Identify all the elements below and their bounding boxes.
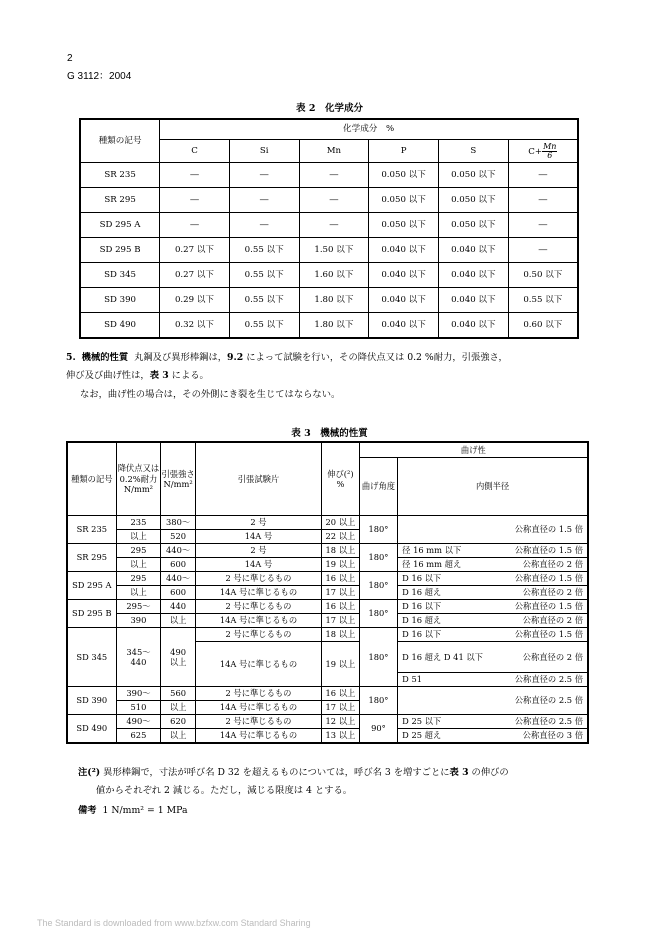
tensile-line: 以上 bbox=[169, 657, 187, 667]
specimen-cell: 14A 号に準じるもの bbox=[195, 614, 321, 628]
radius-cell: 公称直径の 1.5 倍 bbox=[509, 628, 588, 642]
elong-cell: 18 以上 bbox=[322, 544, 360, 558]
yield-line: 440 bbox=[130, 657, 147, 667]
kind-cell: SD 390 bbox=[67, 687, 116, 715]
specimen-cell: 14A 号に準じるもの bbox=[195, 729, 321, 744]
section5-text: 伸び及び曲げ性は， bbox=[66, 370, 150, 381]
value-cell: ― bbox=[229, 163, 299, 188]
chemical-composition-table bbox=[79, 118, 579, 339]
table-row bbox=[80, 213, 578, 238]
value-cell: 0.050 以下 bbox=[369, 188, 439, 213]
download-footer: The Standard is downloaded from www.bzfxw.com Standard Sharing bbox=[37, 918, 311, 928]
radius-cond-cell: D 51 bbox=[398, 673, 510, 687]
kind-cell: SD 490 bbox=[67, 715, 116, 744]
elong-cell: 19 以上 bbox=[322, 558, 360, 572]
value-cell: 0.60 以下 bbox=[508, 313, 578, 339]
radius-cell: 公称直径の 2 倍 bbox=[509, 614, 588, 628]
tensile-cell: 600 bbox=[161, 558, 196, 572]
table-row bbox=[80, 188, 578, 213]
section5-ref: 9.2 bbox=[227, 352, 244, 363]
section5-text: によって試験を行い，その降伏点又は 0.2 %耐力，引張強さ， bbox=[243, 352, 508, 363]
elong-cell: 13 以上 bbox=[322, 729, 360, 744]
specimen-cell: 14A 号に準じるもの bbox=[195, 642, 321, 687]
value-cell: 0.050 以下 bbox=[369, 213, 439, 238]
specimen-cell: 2 号に準じるもの bbox=[195, 572, 321, 586]
value-cell: ― bbox=[160, 163, 230, 188]
kind-cell: SR 295 bbox=[67, 544, 116, 572]
value-cell: ― bbox=[299, 213, 369, 238]
radius-cond-cell: D 25 超え bbox=[398, 729, 510, 744]
radius-cond-cell: D 16 以下 bbox=[398, 628, 510, 642]
value-cell: 0.050 以下 bbox=[369, 163, 439, 188]
col-group-header: 化学成分 % bbox=[160, 119, 578, 140]
elong-cell: 16 以上 bbox=[322, 600, 360, 614]
h-specimen: 引張試験片 bbox=[195, 442, 321, 516]
elong-cell: 16 以上 bbox=[322, 572, 360, 586]
h-angle: 曲げ角度 bbox=[359, 458, 397, 516]
kind-cell: SD 345 bbox=[80, 263, 160, 288]
section5-text: による。 bbox=[168, 370, 209, 381]
table3-caption: 表 3 機械的性質 bbox=[291, 428, 368, 439]
yield-cell: 510 bbox=[116, 701, 161, 715]
value-cell: ― bbox=[299, 188, 369, 213]
yield-cell: 295～ bbox=[116, 600, 161, 614]
specimen-cell: 2 号に準じるもの bbox=[195, 600, 321, 614]
radius-cell: 公称直径の 2.5 倍 bbox=[509, 715, 588, 729]
yield-cell: 625 bbox=[116, 729, 161, 744]
section5-ref: 表 3 bbox=[149, 370, 169, 381]
elong-cell: 17 以上 bbox=[322, 701, 360, 715]
h-tensile: 引張強さN/mm² bbox=[161, 442, 196, 516]
kind-cell: SD 490 bbox=[80, 313, 160, 339]
radius-cond-cell: 径 16 mm 以下 bbox=[398, 544, 510, 558]
note-text: の伸びの bbox=[468, 767, 509, 778]
col-kind-header: 種類の記号 bbox=[80, 119, 160, 163]
col-header: Mn bbox=[299, 140, 369, 163]
value-cell: 0.050 以下 bbox=[438, 213, 508, 238]
value-cell: 0.27 以下 bbox=[160, 263, 230, 288]
value-cell: 0.040 以下 bbox=[438, 263, 508, 288]
tensile-line: 490 bbox=[170, 646, 187, 657]
col-header-ceq bbox=[508, 140, 578, 163]
value-cell: 0.040 以下 bbox=[438, 238, 508, 263]
tensile-cell: 440～ bbox=[161, 572, 196, 586]
radius-cond-cell: D 16 以下 bbox=[398, 600, 510, 614]
table-row bbox=[80, 288, 578, 313]
note-line2: 値からそれぞれ 2 減じる。ただし，減じる限度は 4 とする。 bbox=[96, 785, 353, 796]
tensile-cell bbox=[161, 628, 196, 687]
section5-text: 丸鋼及び異形棒鋼は， bbox=[134, 352, 228, 363]
value-cell: 0.050 以下 bbox=[438, 188, 508, 213]
col-header: C bbox=[160, 140, 230, 163]
value-cell: ― bbox=[229, 213, 299, 238]
radius-cond-cell: D 25 以下 bbox=[398, 715, 510, 729]
value-cell: 0.29 以下 bbox=[160, 288, 230, 313]
table2-caption: 表 2 化学成分 bbox=[296, 103, 363, 114]
value-cell: 0.55 以下 bbox=[229, 238, 299, 263]
h-radius: 内側半径 bbox=[398, 458, 588, 516]
remark-label: 備考 bbox=[78, 805, 97, 816]
yield-cell: 295 bbox=[116, 544, 161, 558]
h-yield: 降伏点又は0.2%耐力N/mm² bbox=[116, 442, 161, 516]
angle-cell: 180° bbox=[359, 544, 397, 572]
value-cell: 1.60 以下 bbox=[299, 263, 369, 288]
ceq-prefix: C+ bbox=[528, 146, 543, 157]
kind-cell: SD 345 bbox=[67, 628, 116, 687]
value-cell: 0.040 以下 bbox=[369, 313, 439, 339]
tensile-cell: 以上 bbox=[161, 614, 196, 628]
mechanical-properties-table bbox=[66, 441, 589, 744]
yield-cell: 490～ bbox=[116, 715, 161, 729]
angle-cell: 180° bbox=[359, 600, 397, 628]
col-header: P bbox=[369, 140, 439, 163]
page-number: 2 bbox=[67, 53, 73, 64]
value-cell: ― bbox=[508, 213, 578, 238]
kind-cell: SD 295 A bbox=[67, 572, 116, 600]
yield-cell: 以上 bbox=[116, 586, 161, 600]
remark bbox=[78, 802, 188, 816]
table2-body bbox=[80, 163, 578, 339]
value-cell: ― bbox=[299, 163, 369, 188]
radius-cond-cell: D 16 超え D 41 以下 bbox=[398, 642, 510, 673]
elong-cell: 12 以上 bbox=[322, 715, 360, 729]
value-cell: ― bbox=[229, 188, 299, 213]
kind-cell: SR 295 bbox=[80, 188, 160, 213]
angle-cell: 90° bbox=[359, 715, 397, 744]
yield-cell: 295 bbox=[116, 572, 161, 586]
section5-line3: なお，曲げ性の場合は，その外側にき裂を生じてはならない。 bbox=[80, 389, 341, 400]
kind-cell: SD 295 B bbox=[67, 600, 116, 628]
specimen-cell: 14A 号 bbox=[195, 558, 321, 572]
section5-line1 bbox=[66, 349, 508, 363]
tensile-cell: 440 bbox=[161, 600, 196, 614]
elong-cell: 17 以上 bbox=[322, 614, 360, 628]
specimen-cell: 2 号に準じるもの bbox=[195, 687, 321, 701]
specimen-cell: 2 号に準じるもの bbox=[195, 628, 321, 642]
value-cell: ― bbox=[508, 163, 578, 188]
tensile-cell: 560 bbox=[161, 687, 196, 701]
table-row bbox=[80, 313, 578, 339]
radius-cell: 公称直径の 2.5 倍 bbox=[398, 687, 588, 715]
angle-cell: 180° bbox=[359, 572, 397, 600]
value-cell: 0.040 以下 bbox=[438, 288, 508, 313]
value-cell: ― bbox=[160, 213, 230, 238]
radius-cell: 公称直径の 2 倍 bbox=[509, 586, 588, 600]
table-row bbox=[80, 163, 578, 188]
ceq-fraction bbox=[542, 143, 557, 160]
value-cell: 0.32 以下 bbox=[160, 313, 230, 339]
yield-cell: 以上 bbox=[116, 558, 161, 572]
specimen-cell: 2 号 bbox=[195, 544, 321, 558]
value-cell: 0.040 以下 bbox=[369, 263, 439, 288]
tensile-cell: 440～ bbox=[161, 544, 196, 558]
remark-text: 1 N/mm² = 1 MPa bbox=[102, 805, 188, 816]
radius-cell: 公称直径の 1.5 倍 bbox=[398, 516, 588, 544]
kind-cell: SD 390 bbox=[80, 288, 160, 313]
specimen-cell: 14A 号に準じるもの bbox=[195, 701, 321, 715]
value-cell: 1.80 以下 bbox=[299, 313, 369, 339]
radius-cell: 公称直径の 2 倍 bbox=[509, 642, 588, 673]
specimen-cell: 2 号 bbox=[195, 516, 321, 530]
value-cell: ― bbox=[160, 188, 230, 213]
tensile-cell: 380～ bbox=[161, 516, 196, 530]
radius-cond-cell: 径 16 mm 超え bbox=[398, 558, 510, 572]
section5-title: 機械的性質 bbox=[81, 352, 129, 363]
yield-cell: 235 bbox=[116, 516, 161, 530]
specimen-cell: 2 号に準じるもの bbox=[195, 715, 321, 729]
h-elong: 伸び(²) % bbox=[322, 442, 360, 516]
specimen-cell: 14A 号に準じるもの bbox=[195, 586, 321, 600]
value-cell: 0.55 以下 bbox=[229, 263, 299, 288]
table-row bbox=[80, 238, 578, 263]
angle-cell: 180° bbox=[359, 687, 397, 715]
tensile-cell: 以上 bbox=[161, 729, 196, 744]
radius-cell: 公称直径の 3 倍 bbox=[509, 729, 588, 744]
h-kind: 種類の記号 bbox=[67, 442, 116, 516]
col-header: S bbox=[438, 140, 508, 163]
value-cell: 0.040 以下 bbox=[369, 288, 439, 313]
value-cell: 0.27 以下 bbox=[160, 238, 230, 263]
h-bend: 曲げ性 bbox=[359, 442, 588, 458]
section5-number: 5. bbox=[66, 352, 76, 363]
radius-cell: 公称直径の 2.5 倍 bbox=[509, 673, 588, 687]
elong-cell: 20 以上 bbox=[322, 516, 360, 530]
kind-cell: SD 295 B bbox=[80, 238, 160, 263]
value-cell: ― bbox=[508, 238, 578, 263]
ceq-den: 6 bbox=[547, 150, 553, 160]
tensile-cell: 600 bbox=[161, 586, 196, 600]
value-cell: 0.55 以下 bbox=[508, 288, 578, 313]
radius-cond-cell: D 16 以下 bbox=[398, 572, 510, 586]
elong-cell: 19 以上 bbox=[322, 642, 360, 687]
elong-cell: 17 以上 bbox=[322, 586, 360, 600]
value-cell: 0.040 以下 bbox=[438, 313, 508, 339]
standard-id: G 3112：2004 bbox=[67, 71, 132, 82]
radius-cell: 公称直径の 1.5 倍 bbox=[509, 572, 588, 586]
kind-cell: SR 235 bbox=[80, 163, 160, 188]
value-cell: 0.040 以下 bbox=[369, 238, 439, 263]
tensile-cell: 520 bbox=[161, 530, 196, 544]
angle-cell: 180° bbox=[359, 516, 397, 544]
kind-cell: SR 235 bbox=[67, 516, 116, 544]
angle-cell: 180° bbox=[359, 628, 397, 687]
specimen-cell: 14A 号 bbox=[195, 530, 321, 544]
yield-cell: 390 bbox=[116, 614, 161, 628]
ceq-num: Mn bbox=[543, 141, 557, 151]
radius-cell: 公称直径の 1.5 倍 bbox=[509, 544, 588, 558]
radius-cell: 公称直径の 1.5 倍 bbox=[509, 600, 588, 614]
note-line1 bbox=[78, 764, 509, 778]
yield-line: 345～ bbox=[126, 646, 151, 657]
note-ref: 表 3 bbox=[449, 767, 469, 778]
value-cell: 1.80 以下 bbox=[299, 288, 369, 313]
kind-cell: SD 295 A bbox=[80, 213, 160, 238]
value-cell: ― bbox=[508, 188, 578, 213]
table-row bbox=[80, 263, 578, 288]
note-text: 異形棒鋼で，寸法が呼び名 D 32 を超えるものについては，呼び名 3 を増すごとに bbox=[103, 767, 450, 778]
tensile-cell: 620 bbox=[161, 715, 196, 729]
radius-cond-cell: D 16 超え bbox=[398, 614, 510, 628]
elong-cell: 18 以上 bbox=[322, 628, 360, 642]
radius-cond-cell: D 16 超え bbox=[398, 586, 510, 600]
note-label: 注(²) bbox=[78, 767, 101, 778]
value-cell: 1.50 以下 bbox=[299, 238, 369, 263]
elong-cell: 22 以上 bbox=[322, 530, 360, 544]
yield-cell: 以上 bbox=[116, 530, 161, 544]
col-header: Si bbox=[229, 140, 299, 163]
yield-cell bbox=[116, 628, 161, 687]
section5-line2 bbox=[66, 367, 209, 381]
tensile-cell: 以上 bbox=[161, 701, 196, 715]
radius-cell: 公称直径の 2 倍 bbox=[509, 558, 588, 572]
yield-cell: 390～ bbox=[116, 687, 161, 701]
value-cell: 0.55 以下 bbox=[229, 313, 299, 339]
value-cell: 0.50 以下 bbox=[508, 263, 578, 288]
value-cell: 0.050 以下 bbox=[438, 163, 508, 188]
elong-cell: 16 以上 bbox=[322, 687, 360, 701]
value-cell: 0.55 以下 bbox=[229, 288, 299, 313]
